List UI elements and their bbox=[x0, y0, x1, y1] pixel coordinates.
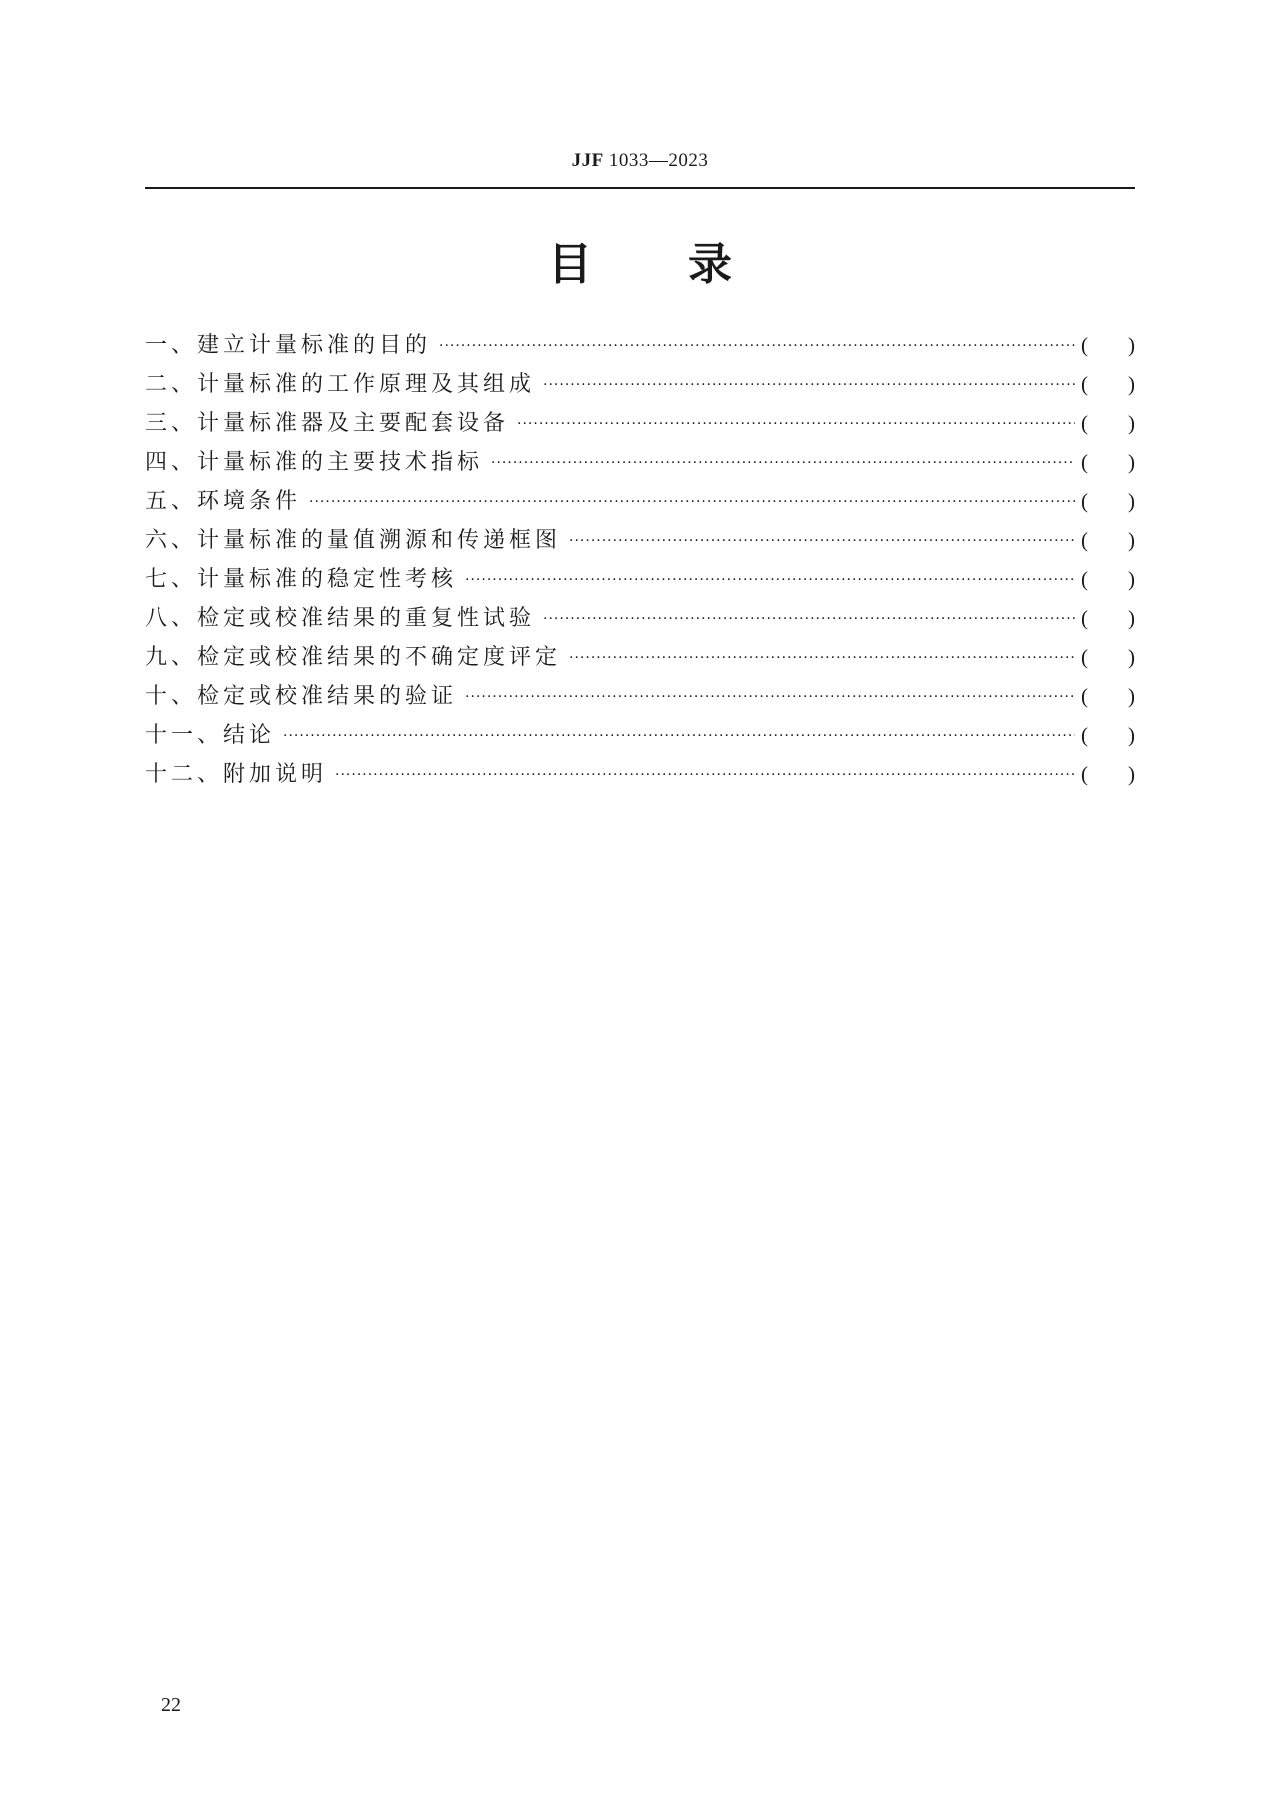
dot-leader bbox=[439, 326, 1075, 365]
toc-entry[interactable] bbox=[145, 365, 1135, 404]
toc-entry-label: 四、计量标准的主要技术指标 bbox=[145, 450, 484, 475]
toc-page-placeholder: ( ) bbox=[1081, 372, 1135, 396]
dot-leader bbox=[283, 716, 1075, 755]
toc-entry[interactable] bbox=[145, 755, 1135, 794]
running-header bbox=[145, 150, 1135, 172]
toc-entry-label: 二、计量标准的工作原理及其组成 bbox=[145, 372, 536, 397]
toc-page-placeholder: ( ) bbox=[1081, 450, 1135, 474]
toc-entry[interactable] bbox=[145, 560, 1135, 599]
dot-leader bbox=[335, 755, 1075, 794]
toc-title-char-1: 目 bbox=[548, 239, 592, 290]
toc-page-placeholder: ( ) bbox=[1081, 762, 1135, 786]
toc-page-placeholder: ( ) bbox=[1081, 528, 1135, 552]
standard-prefix: JJF bbox=[571, 150, 604, 171]
toc-entry-label: 八、检定或校准结果的重复性试验 bbox=[145, 606, 536, 631]
page-number: 22 bbox=[161, 1694, 181, 1716]
standard-number: 1033—2023 bbox=[608, 150, 709, 171]
toc-page-placeholder: ( ) bbox=[1081, 567, 1135, 591]
dot-leader bbox=[543, 365, 1075, 404]
dot-leader bbox=[517, 404, 1075, 443]
toc-entry-label: 六、计量标准的量值溯源和传递框图 bbox=[145, 528, 562, 553]
toc-page-placeholder: ( ) bbox=[1081, 333, 1135, 357]
toc-entry-label: 五、环境条件 bbox=[145, 489, 302, 514]
dot-leader bbox=[569, 638, 1075, 677]
toc-entry-label: 七、计量标准的稳定性考核 bbox=[145, 567, 458, 592]
toc-page-placeholder: ( ) bbox=[1081, 723, 1135, 747]
toc-entry-label: 九、检定或校准结果的不确定度评定 bbox=[145, 645, 562, 670]
toc-title-char-2: 录 bbox=[688, 239, 732, 290]
dot-leader bbox=[309, 482, 1075, 521]
toc-entry[interactable] bbox=[145, 716, 1135, 755]
toc-entry[interactable] bbox=[145, 482, 1135, 521]
toc-entry[interactable] bbox=[145, 404, 1135, 443]
toc-entry-label: 三、计量标准器及主要配套设备 bbox=[145, 411, 510, 436]
toc-page-placeholder: ( ) bbox=[1081, 489, 1135, 513]
toc-entry[interactable] bbox=[145, 521, 1135, 560]
toc-page-placeholder: ( ) bbox=[1081, 606, 1135, 630]
header-rule bbox=[145, 187, 1135, 189]
toc-entry-label: 十一、结论 bbox=[145, 723, 276, 748]
toc-page-placeholder: ( ) bbox=[1081, 645, 1135, 669]
toc-entry[interactable] bbox=[145, 677, 1135, 716]
toc-entry-label: 十二、附加说明 bbox=[145, 762, 328, 787]
toc-entry[interactable] bbox=[145, 638, 1135, 677]
toc-entry-label: 十、检定或校准结果的验证 bbox=[145, 684, 458, 709]
dot-leader bbox=[491, 443, 1075, 482]
toc-page-placeholder: ( ) bbox=[1081, 411, 1135, 435]
dot-leader bbox=[543, 599, 1075, 638]
toc-title bbox=[145, 237, 1135, 293]
dot-leader bbox=[465, 677, 1075, 716]
toc-entry-label: 一、建立计量标准的目的 bbox=[145, 333, 432, 358]
toc-page-placeholder: ( ) bbox=[1081, 684, 1135, 708]
toc-entry[interactable] bbox=[145, 443, 1135, 482]
toc-entry[interactable] bbox=[145, 599, 1135, 638]
dot-leader bbox=[465, 560, 1075, 599]
table-of-contents bbox=[145, 326, 1135, 794]
dot-leader bbox=[569, 521, 1075, 560]
toc-entry[interactable] bbox=[145, 326, 1135, 365]
